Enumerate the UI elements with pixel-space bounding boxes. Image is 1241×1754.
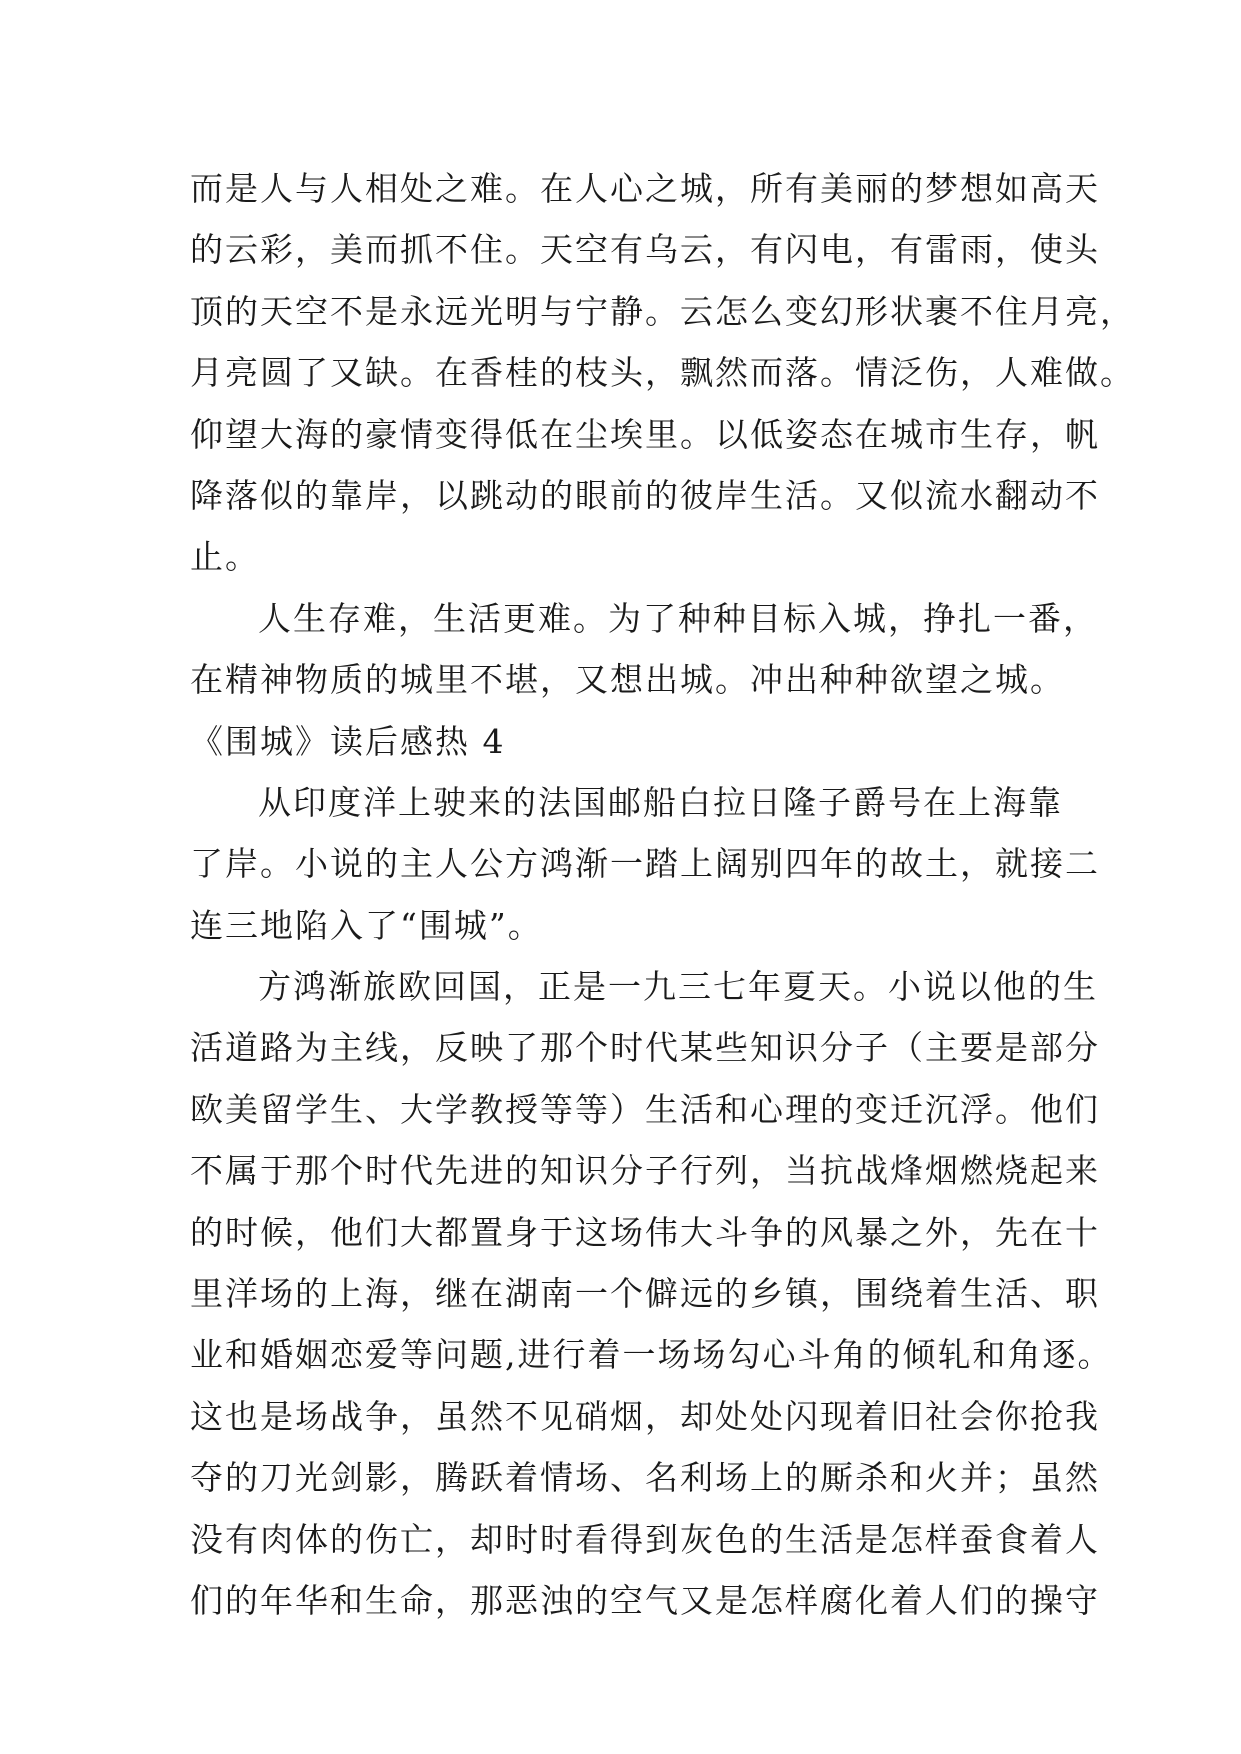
text-line: 了岸。小说的主人公方鸿渐一踏上阔别四年的故土，就接二 [190,844,1100,884]
text-line: 仰望大海的豪情变得低在尘埃里。以低姿态在城市生存，帆 [190,414,1100,454]
text-line: 的时候，他们大都置身于这场伟大斗争的风暴之外，先在十 [190,1212,1100,1252]
text-line: 人生存难，生活更难。为了种种目标入城，挣扎一番， [258,598,1098,638]
text-line: 连三地陷入了“围城”。 [190,905,543,945]
text-line: 里洋场的上海，继在湖南一个僻远的乡镇，围绕着生活、职 [190,1274,1100,1314]
text-line: 月亮圆了又缺。在香桂的枝头，飘然而落。情泛伤，人难做。 [190,353,1135,393]
text-line: 夺的刀光剑影，腾跃着情场、名利场上的厮杀和火并；虽然 [190,1458,1100,1498]
text-line: 这也是场战争，虽然不见硝烟，却处处闪现着旧社会你抢我 [190,1396,1100,1436]
text-line: 方鸿渐旅欧回国，正是一九三七年夏天。小说以他的生 [258,967,1098,1007]
text-line: 止。 [190,537,260,577]
document-body [190,158,1135,1631]
text-line: 顶的天空不是永远光明与宁静。云怎么变幻形状裹不住月亮， [190,291,1135,331]
text-line: 从印度洋上驶来的法国邮船白拉日隆子爵号在上海靠 [258,782,1063,822]
text-line: 降落似的靠岸，以跳动的眼前的彼岸生活。又似流水翻动不 [190,475,1100,515]
text-line: 没有肉体的伤亡，却时时看得到灰色的生活是怎样蚕食着人 [190,1519,1100,1559]
text-line: 在精神物质的城里不堪，又想出城。冲出种种欲望之城。 [190,660,1065,700]
text-line: 而是人与人相处之难。在人心之城，所有美丽的梦想如高天 [190,169,1100,208]
text-line: 不属于那个时代先进的知识分子行列，当抗战烽烟燃烧起来 [190,1151,1100,1191]
text-line: 的云彩，美而抓不住。天空有乌云，有闪电，有雷雨，使头 [190,230,1100,270]
text-line: 业和婚姻恋爱等问题,进行着一场场勾心斗角的倾轧和角逐。 [190,1335,1113,1375]
text-line: 们的年华和生命，那恶浊的空气又是怎样腐化着人们的操守 [190,1580,1100,1620]
text-line: 欧美留学生、大学教授等等）生活和心理的变迁沉浮。他们 [190,1089,1100,1129]
text-line: 《围城》读后感热 4 [190,721,506,761]
text-line: 活道路为主线，反映了那个时代某些知识分子（主要是部分 [190,1028,1100,1068]
